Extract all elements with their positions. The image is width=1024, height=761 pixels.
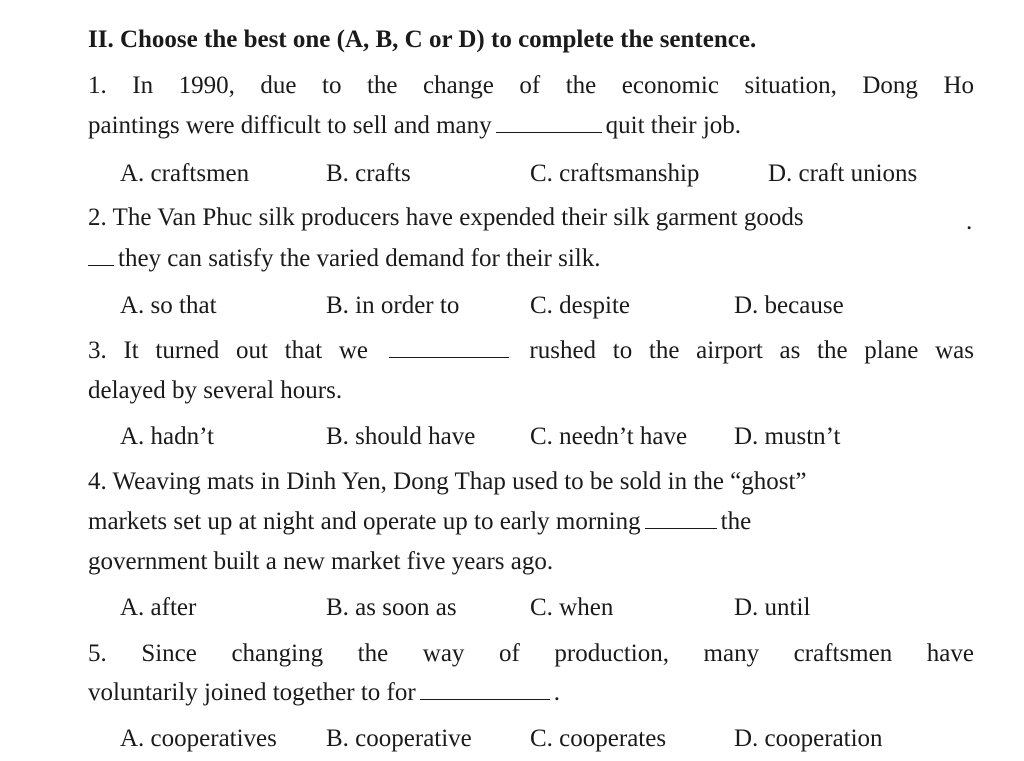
q5-option-b: B. cooperative	[326, 725, 472, 752]
section-heading: II. Choose the best one (A, B, C or D) to complete the sentence.	[88, 26, 757, 53]
q1-option-c: C. craftsmanship	[530, 160, 700, 187]
question-5-text-before-blank: voluntarily joined together to for	[88, 679, 416, 706]
answer-blank-5	[420, 679, 550, 700]
q1-option-a: A. craftsmen	[120, 160, 250, 187]
q5-option-d: D. cooperation	[734, 725, 883, 752]
q1-option-d: D. craft unions	[768, 160, 918, 187]
question-1-text-before-blank: paintings were difficult to sell and many	[88, 112, 492, 139]
question-2-line-1: 2. The Van Phuc silk producers have expended their silk garment goods	[88, 204, 804, 231]
answer-blank-1	[496, 112, 602, 133]
question-1-line-2	[88, 110, 741, 142]
question-4-text-after-blank: the	[720, 508, 752, 535]
question-3-line-1	[88, 335, 974, 367]
q2-option-a: A. so that	[120, 292, 217, 319]
q4-option-c: C. when	[530, 594, 614, 621]
question-4-text-before-blank: markets set up at night and operate up to early morning	[88, 508, 641, 535]
q3-option-c: C. needn’t have	[530, 423, 688, 450]
question-2-text-after-blank: they can satisfy the varied demand for their silk.	[118, 245, 601, 272]
question-2-line-2	[88, 243, 600, 275]
question-3-text-before-blank: 3. It turned out that we	[88, 337, 368, 364]
q3-option-d: D. mustn’t	[734, 423, 841, 450]
question-1-text-after-blank: quit their job.	[605, 112, 742, 139]
question-5-line-1: 5. Since changing the way of production, many craftsmen have	[88, 640, 974, 667]
question-4-line-1: 4. Weaving mats in Dinh Yen, Dong Thap used to be sold in the “ghost”	[88, 468, 807, 495]
q4-option-a: A. after	[120, 594, 197, 621]
answer-blank-2	[88, 245, 114, 266]
question-3-line-2: delayed by several hours.	[88, 377, 343, 404]
question-5-text-after-blank: .	[553, 679, 560, 706]
q2-option-d: D. because	[734, 292, 844, 319]
q5-option-a: A. cooperatives	[120, 725, 277, 752]
q4-option-b: B. as soon as	[326, 594, 457, 621]
question-3-text-after-blank: rushed to the airport as the plane was	[529, 337, 974, 364]
answer-blank-4	[645, 508, 717, 529]
question-5-line-2	[88, 677, 560, 709]
answer-blank-3	[389, 337, 509, 358]
q3-option-a: A. hadn’t	[120, 423, 214, 450]
q1-option-b: B. crafts	[326, 160, 411, 187]
question-4-line-2	[88, 506, 751, 538]
q3-option-b: B. should have	[326, 423, 476, 450]
q2-option-b: B. in order to	[326, 292, 460, 319]
question-1-line-1: 1. In 1990, due to the change of the economic situation, Dong Ho	[88, 72, 974, 99]
q4-option-d: D. until	[734, 594, 811, 621]
stray-dot-mark: .	[966, 208, 973, 235]
q5-option-c: C. cooperates	[530, 725, 667, 752]
q2-option-c: C. despite	[530, 292, 630, 319]
question-4-line-3: government built a new market five years ago.	[88, 548, 554, 575]
